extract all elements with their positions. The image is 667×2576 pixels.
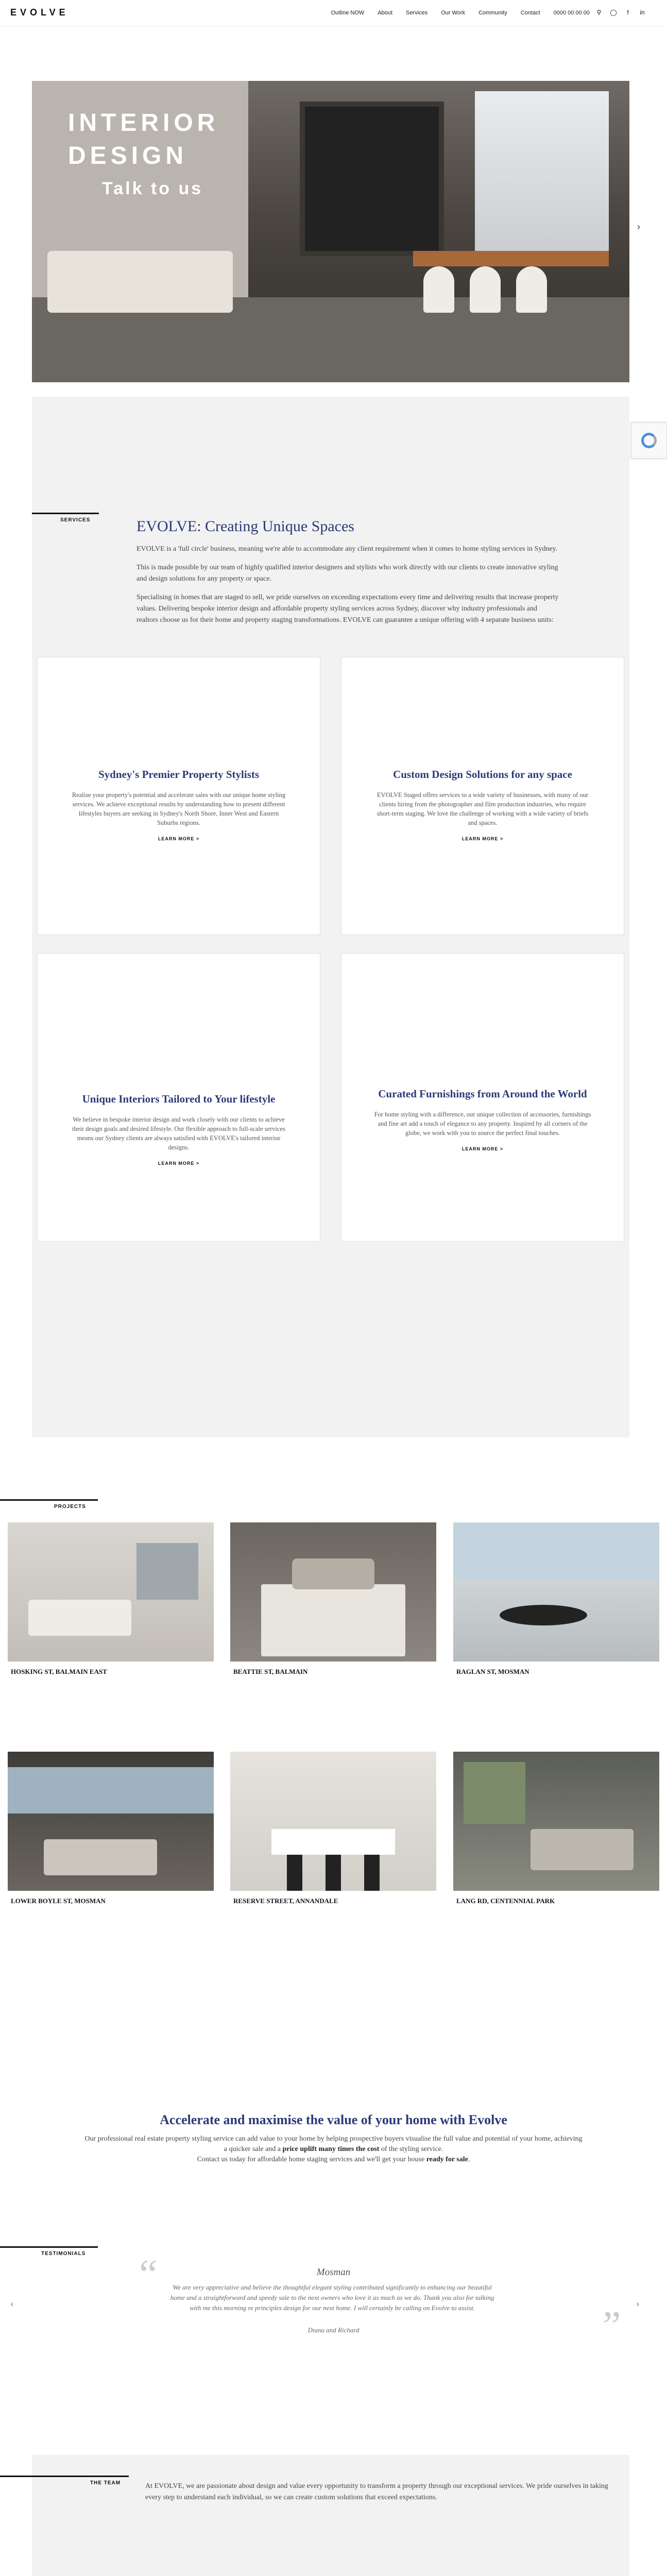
hero-chair (470, 266, 501, 313)
hero-chair (423, 266, 454, 313)
nav-item-contact[interactable]: Contact (520, 10, 540, 16)
accelerate-text: of the styling service. (379, 2145, 443, 2153)
card-text: Realise your property's potential and accelerate sales with our unique home styling services. We achieve exceptional results by understanding how to present different lifestyles buyers are seeking in Sydney's North Shore, Inner West and Eastern Suburbs regions. (72, 791, 286, 826)
services-title: EVOLVE: Creating Unique Spaces (136, 518, 354, 535)
nav-item-community[interactable]: Community (478, 10, 507, 16)
hero-dining-table (413, 251, 609, 266)
accelerate-section (0, 2112, 667, 2165)
learn-more-link[interactable]: LEARN MORE > (158, 1161, 200, 1166)
label-rule (0, 1499, 98, 1501)
main-nav (331, 10, 590, 16)
team-section (32, 2455, 629, 2576)
project-caption: HOSKING ST, BALMAIN EAST (8, 1662, 214, 1682)
card-text: We believe in bespoke interior design and work closely with our clients to achieve their design goals and desired lifestyle. Our flexible approach to full-scale services means our Sydney clients are always satisfied with EVOLVE's tailored interior designs. (72, 1116, 285, 1151)
project-image (8, 1522, 214, 1662)
project-image (453, 1752, 659, 1891)
project-caption: RESERVE STREET, ANNANDALE (230, 1891, 436, 1911)
learn-more-link[interactable]: LEARN MORE > (461, 836, 504, 841)
project-card[interactable] (230, 1752, 436, 1911)
hero-title-line: DESIGN (68, 142, 188, 170)
nav-item-phone[interactable]: 0000 00 00 00 (553, 10, 590, 16)
hero-title-line: INTERIOR (68, 109, 219, 137)
card-title: Curated Furnishings from Around the World (378, 1088, 587, 1100)
learn-more-link[interactable]: LEARN MORE > (158, 836, 200, 841)
project-caption: BEATTIE ST, BALMAIN (230, 1662, 436, 1682)
facebook-icon[interactable]: f (627, 9, 629, 16)
service-card (37, 953, 320, 1242)
recaptcha-badge[interactable] (631, 422, 667, 459)
accelerate-line (0, 2144, 667, 2155)
project-image (453, 1522, 659, 1662)
testimonials-label (0, 2246, 98, 2257)
nav-item-services[interactable]: Services (406, 10, 428, 16)
accelerate-highlight: price uplift many times the cost (282, 2145, 380, 2153)
chevron-left-icon[interactable]: ‹ (10, 2298, 14, 2309)
service-card (341, 953, 624, 1242)
chevron-right-icon[interactable]: › (637, 222, 640, 232)
linkedin-icon[interactable]: in (640, 9, 645, 16)
card-title: Custom Design Solutions for any space (393, 768, 572, 781)
quote-open-icon: “ (139, 2252, 158, 2297)
project-image (230, 1522, 436, 1662)
hero-banner (32, 81, 629, 382)
site-header (0, 0, 667, 27)
label-text: THE TEAM (90, 2480, 121, 2486)
project-card[interactable] (8, 1522, 214, 1682)
hero-title (68, 107, 219, 173)
project-card[interactable] (230, 1522, 436, 1682)
accelerate-text: a quicker sale and a (224, 2145, 283, 2153)
label-rule (32, 513, 99, 514)
card-title: Sydney's Premier Property Stylists (98, 768, 260, 781)
chevron-right-icon[interactable]: › (636, 2298, 640, 2309)
hero-subtitle[interactable]: Talk to us (102, 179, 203, 198)
hero-sofa (47, 251, 233, 313)
service-card (341, 657, 624, 935)
nav-item-our-work[interactable]: Our Work (441, 10, 466, 16)
service-card (37, 657, 320, 935)
instagram-icon[interactable]: ◯ (610, 9, 617, 16)
project-card[interactable] (453, 1522, 659, 1682)
testimonial-author: Diana and Richard (307, 2326, 360, 2334)
label-text: TESTIMONIALS (41, 2251, 86, 2257)
testimonial-location: Mosman (316, 2267, 351, 2278)
services-paragraph: EVOLVE is a 'full circle' business, meaning we're able to accommodate any client requirement when it comes to home styling services in Sydney. (136, 545, 558, 553)
services-section (32, 397, 629, 1437)
team-text: At EVOLVE, we are passionate about design and value every opportunity to transform a property through our exceptional services. We pride ourselves in taking every step to understand each individual, so we can create custom solutions that exceed expectations. (145, 2482, 608, 2501)
nav-item-outline[interactable]: Outline NOW (331, 10, 365, 16)
testimonial-quote: We are very appreciative and believe the thoughtful elegant styling contributed significantly to enhancing our beautiful home and a straightforward and speedy sale to the next owners who love it as much as we do. Thank you also for talking with me this morning re principles design for our next home. I will certainly be calling on Evolve to assist. (170, 2283, 494, 2312)
recaptcha-icon (641, 433, 657, 448)
services-paragraph: Specialising in homes that are staged to sell, we pride ourselves on exceeding expectations every time and delivering results that increase property values. Delivering bespoke interior design and affordable property styling services across Sydney, discover why industry professionals and realtors choose us for their home and property staging transformations. EVOLVE can guarantee a unique offering with 4 separate business units: (136, 594, 559, 624)
card-text: For home styling with a difference, our unique collection of accessories, furnishings and fine art add a touch of elegance to any property. Inspired by all corners of the globe, we work with you to source the perfect final touches. (374, 1111, 591, 1137)
project-caption: LANG RD, CENTENNIAL PARK (453, 1891, 659, 1911)
card-text: EVOLVE Staged offers services to a wide variety of businesses, with many of our clients hiring from the photographer and film production industries, who require short-term staging. We love the challenge of working with a wide variety of briefs and spaces. (377, 791, 589, 826)
team-label (0, 2476, 129, 2486)
accelerate-text: . (468, 2156, 470, 2163)
site-logo[interactable]: EVOLVE (10, 7, 69, 18)
project-caption: RAGLAN ST, MOSMAN (453, 1662, 659, 1682)
label-rule (0, 2476, 129, 2477)
services-paragraph: This is made possible by our team of highly qualified interior designers and stylists who work directly with our clients to create innovative styling and design solutions for any property or space. (136, 564, 558, 583)
services-intro (136, 544, 559, 633)
accelerate-text: Contact us today for affordable home staging services and we'll get your house (197, 2156, 426, 2163)
hero-kitchen (300, 101, 444, 256)
quote-close-icon: ” (603, 2303, 621, 2349)
learn-more-link[interactable]: LEARN MORE > (461, 1146, 504, 1151)
card-title: Unique Interiors Tailored to Your lifestyle (82, 1093, 276, 1105)
project-caption: LOWER BOYLE ST, MOSMAN (8, 1891, 214, 1911)
label-rule (0, 2246, 98, 2248)
search-icon[interactable]: ⚲ (596, 9, 602, 16)
services-label (32, 513, 99, 523)
project-image (230, 1752, 436, 1891)
project-image (8, 1752, 214, 1891)
accelerate-line (0, 2155, 667, 2165)
accelerate-highlight[interactable]: ready for sale (426, 2156, 468, 2163)
label-text: SERVICES (60, 517, 91, 523)
accelerate-line: Our professional real estate property styling service can add value to your home by helping prospective buyers visualise the full value and potential of your home, achieving (84, 2135, 583, 2143)
project-card[interactable] (453, 1752, 659, 1911)
accelerate-title: Accelerate and maximise the value of your home with Evolve (160, 2112, 507, 2127)
projects-label (0, 1499, 98, 1510)
header-icons (595, 8, 646, 16)
hero-chair (516, 266, 547, 313)
label-text: PROJECTS (54, 1504, 86, 1510)
hero-window (475, 91, 609, 261)
nav-item-about[interactable]: About (378, 10, 393, 16)
project-card[interactable] (8, 1752, 214, 1911)
